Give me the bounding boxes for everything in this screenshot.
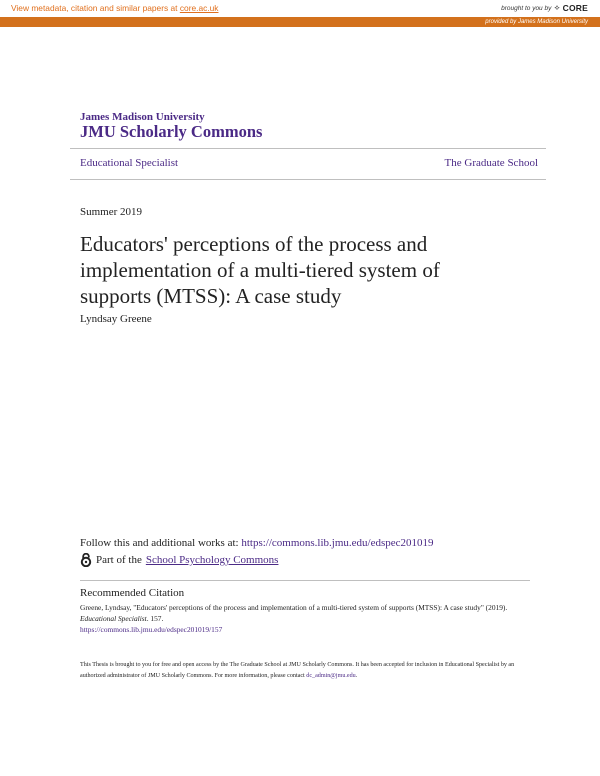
- core-logo-icon: ⟡: [554, 3, 560, 12]
- citation-heading: Recommended Citation: [80, 587, 185, 599]
- publication-date: Summer 2019: [80, 206, 143, 218]
- university-name[interactable]: James Madison University: [80, 111, 205, 123]
- citation-journal: Educational Specialist: [80, 614, 147, 623]
- core-brought-label: brought to you by: [501, 4, 552, 12]
- part-of-label: Part of the: [96, 554, 142, 566]
- core-logo: CORE: [562, 3, 588, 13]
- core-brought-by[interactable]: [501, 3, 588, 13]
- footer-notice: [80, 660, 530, 682]
- school-psychology-commons-link[interactable]: School Psychology Commons: [145, 554, 279, 566]
- core-view-text: [11, 3, 218, 13]
- citation-text: [80, 602, 520, 635]
- part-of-line: [80, 553, 278, 567]
- core-view-label: View metadata, citation and similar papers at: [11, 3, 178, 13]
- header-divider-top: [70, 148, 546, 149]
- citation-number: . 157.: [146, 614, 164, 623]
- nav-graduate-school[interactable]: The Graduate School: [444, 157, 538, 169]
- follow-label: Follow this and additional works at:: [80, 537, 239, 549]
- paper-title: Educators' perceptions of the process and implementation of a multi-tiered system of supports (MTSS): A case study: [80, 232, 440, 308]
- nav-educational-specialist[interactable]: Educational Specialist: [80, 157, 179, 169]
- citation-divider: [80, 580, 530, 581]
- open-access-icon: [80, 553, 92, 567]
- core-banner-strip: [0, 17, 600, 27]
- follow-line: [80, 537, 434, 549]
- contact-email-link[interactable]: dc_admin@jmu.edu: [306, 673, 356, 679]
- footer-text: This Thesis is brought to you for free and open access by the The Graduate School at JMU Scholarly Commons. It has been accepted for inclusion in Educational Specialist by an authorized administrator of JMU Scholarly Commons. For more information, please contact: [80, 662, 515, 679]
- repository-name[interactable]: JMU Scholarly Commons: [80, 122, 263, 141]
- core-banner: [0, 0, 600, 27]
- citation-body: Greene, Lyndsay, "Educators' perceptions of the process and implementation of a multi-tiered system of supports (MTSS): A case study" (2019).: [80, 603, 508, 612]
- header-divider-bottom: [70, 179, 546, 180]
- follow-link[interactable]: https://commons.lib.jmu.edu/edspec201019: [241, 537, 434, 549]
- core-banner-top: [0, 0, 600, 17]
- author-name: Lyndsay Greene: [80, 313, 152, 325]
- footer-end: .: [355, 673, 358, 679]
- core-view-link[interactable]: core.ac.uk: [179, 3, 219, 13]
- core-provided-text: provided by James Madison University: [485, 19, 588, 25]
- citation-url[interactable]: https://commons.lib.jmu.edu/edspec201019/157: [80, 625, 223, 634]
